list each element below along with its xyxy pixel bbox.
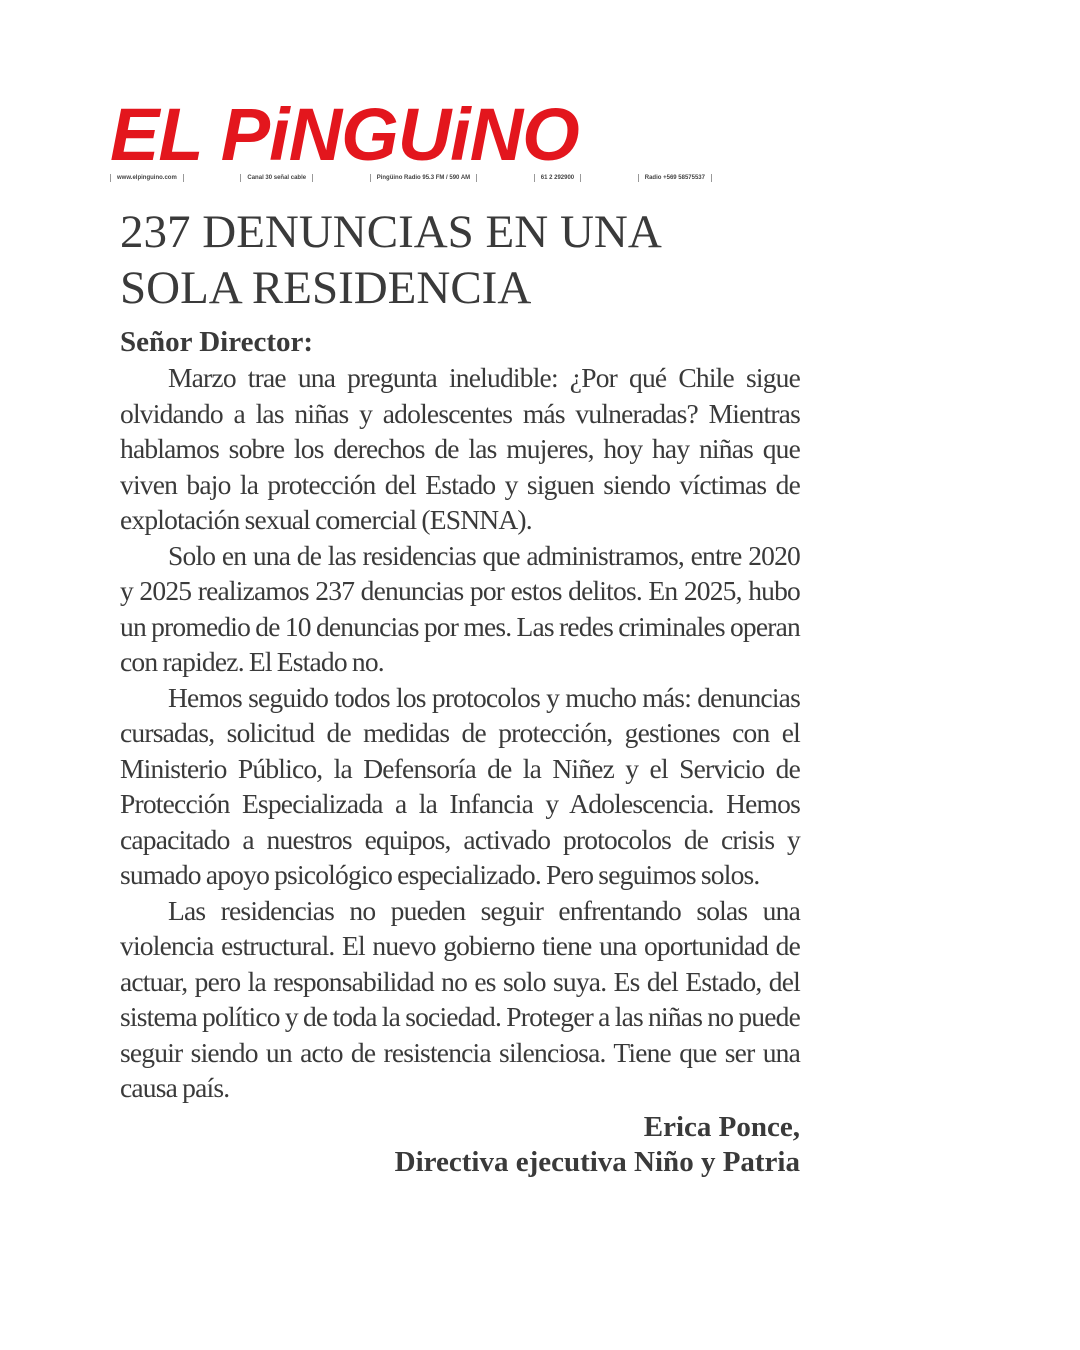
signature-name: Erica Ponce, (643, 1110, 800, 1143)
contact-phone: 61 2 292900 (534, 174, 581, 182)
paragraph: Hemos seguido todos los protocolos y mucho más: denuncias cursadas, solicitud de medidas de protección, gestiones con el Ministerio Público, la Defensoría de la Niñez y el Servicio de Protección Especializada a la Infancia y Adolescencia. Hemos capacitado a nuestros equipos, activado protocolos de crisis y sumado apoyo psicológico especializado. Pero seguimos solos. (120, 681, 800, 890)
salutation: Señor Director: (120, 326, 314, 358)
masthead-contacts (110, 174, 712, 182)
signature (120, 1110, 800, 1180)
newspaper-logo (110, 98, 712, 172)
contact-whatsapp: Radio +569 58575537 (638, 174, 712, 182)
contact-radio: Pingüino Radio 95.3 FM / 590 AM (370, 174, 477, 182)
letter-page (110, 0, 800, 1180)
article-title: 237 DENUNCIAS EN UNA SOLA RESIDENCIA (120, 206, 660, 314)
contact-website: www.elpinguino.com (110, 174, 184, 182)
signature-role: Directiva ejecutiva Niño y Patria (394, 1145, 800, 1178)
paragraph: Marzo trae una pregunta ineludible: ¿Por qué Chile sigue olvidando a las niñas y adolescentes más vulneradas? Mientras hablamos sobre los derechos de las mujeres, hoy hay niñas que viven bajo la protección del Estado y siguen siendo víctimas de explotación sexual comercial (ESNNA). (120, 362, 800, 535)
paragraph: Las residencias no pueden seguir enfrentando solas una violencia estructural. El nuevo gobierno tiene una oportunidad de actuar, pero la responsabilidad no es solo suya. Es del Estado, del sistema político y de toda la sociedad. Proteger a las niñas no puede seguir siendo un acto de resistencia silenciosa. Tiene que ser una causa país. (120, 894, 800, 1103)
paragraph: Solo en una de las residencias que administramos, entre 2020 y 2025 realizamos 237 denuncias por estos delitos. En 2025, hubo un promedio de 10 denuncias por mes. Las redes criminales operan con rapidez. El Estado no. (120, 539, 800, 677)
contact-tv: Canal 30 señal cable (240, 174, 313, 182)
article-body (120, 360, 800, 1106)
logo-text: EL PiNGUiNO (110, 98, 579, 172)
